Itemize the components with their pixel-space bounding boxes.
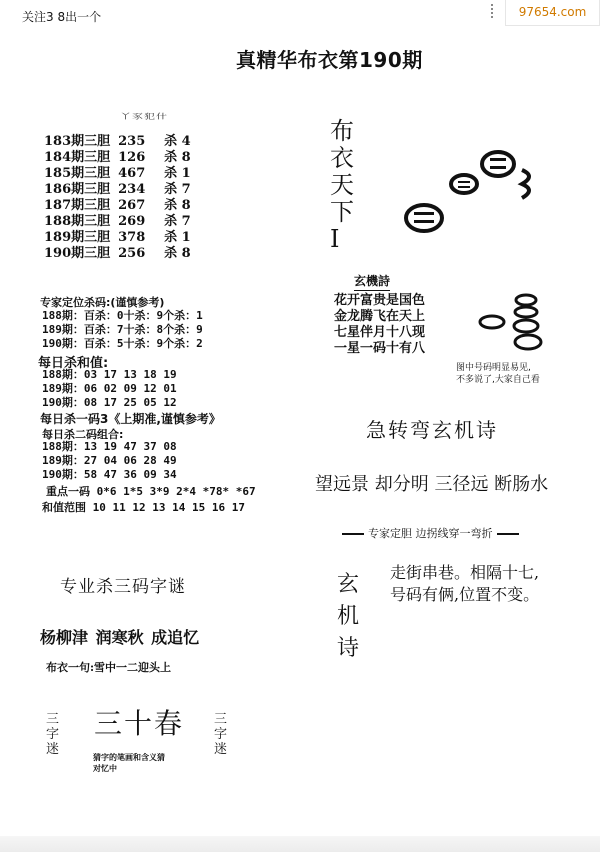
coins-stack-illustration — [476, 292, 556, 356]
coin-icon — [451, 175, 477, 193]
bottom-edge — [0, 836, 600, 852]
two-code-list — [42, 440, 177, 482]
buyi-vertical-title: 布 衣 天 下 I — [330, 117, 354, 253]
kill-list — [44, 134, 191, 262]
list-item: 189期：06 02 09 12 01 — [42, 382, 177, 395]
list-item: 183期三胆 235 杀 4 — [44, 134, 191, 149]
coins-illustration — [398, 140, 548, 250]
list-item: 185期三胆 467 杀 1 — [44, 166, 191, 181]
riddle-hint: 猜字的笔画和含义猜 对忆中 — [93, 753, 165, 773]
ranking-title: 专家定位杀码:(谨慎参考) — [40, 296, 165, 309]
riddle-label-right: 三 字 迷 — [214, 712, 228, 757]
list-item: 189期三胆 378 杀 1 — [44, 230, 191, 245]
list-item: 188期：03 17 13 18 19 — [42, 368, 177, 381]
daily-one-title: 每日杀一码3《上期准,谨慎参考》 — [40, 412, 221, 426]
divider — [491, 4, 493, 18]
coin-icon — [406, 205, 442, 231]
coin-icon — [515, 335, 541, 349]
daily-sum-title: 每日杀和值: — [38, 356, 109, 371]
list-item: 188期：百杀：0十杀：9个杀：1 — [42, 309, 203, 322]
riddle-label-left: 三 字 迷 — [46, 712, 60, 757]
mystic-poem-text: 走街串巷。相隔十七, 号码有俩,位置不变。 — [390, 563, 540, 604]
list-item: 190期：08 17 25 05 12 — [42, 396, 177, 409]
list-item: 184期三胆 126 杀 8 — [44, 150, 191, 165]
list-item: 187期三胆 267 杀 8 — [44, 198, 191, 213]
list-item: 186期三胆 234 杀 7 — [44, 182, 191, 197]
riddle-section-title: 专业杀三码字谜 — [60, 577, 186, 597]
sum-range-row: 和值范围 10 11 12 13 14 15 16 17 — [42, 501, 245, 514]
kill-list-heading: 丫豕犯什 — [120, 112, 168, 121]
site-watermark[interactable]: 97654.com — [505, 0, 600, 26]
riddle-names: 杨柳津 润寒秋 成追忆 — [40, 628, 200, 647]
coin-string-icon — [522, 170, 529, 198]
poem-lines: 花开富贵是国色 金龙腾飞在天上 七星伴月十八现 一星一码十有八 — [334, 293, 426, 356]
list-item: 189期：百杀：7十杀：8个杀：9 — [42, 323, 203, 336]
coin-icon — [480, 316, 504, 328]
key-code-row: 重点一码 0*6 1*5 3*9 2*4 *78* *67 — [46, 485, 256, 498]
list-item: 188期三胆 269 杀 7 — [44, 214, 191, 229]
ranking-list — [42, 309, 203, 351]
list-item: 189期：27 04 06 28 49 — [42, 454, 177, 467]
top-note: 关注3 8出一个 — [22, 10, 102, 24]
list-item: 190期：58 47 36 09 34 — [42, 468, 177, 481]
coin-note: 图中号码明显易见, 不多说了,大家自己看 — [456, 363, 540, 385]
riddle-poem-title: 急转弯玄机诗 — [366, 418, 498, 442]
buyi-line: 布衣一句:雪中一二迎头上 — [46, 661, 172, 674]
expert-line: 专家定胆 边拐线穿一弯折 — [338, 525, 523, 541]
list-item: 190期：百杀：5十杀：9个杀：2 — [42, 337, 203, 350]
daily-sum-list — [42, 368, 177, 410]
poem-title: 玄機詩 — [354, 272, 390, 291]
coin-icon — [482, 152, 514, 176]
riddle-poem-line: 望远景 却分明 三径远 断肠水 — [315, 474, 549, 495]
riddle-word: 三十春 — [94, 707, 185, 740]
two-code-title: 每日杀二码组合: — [42, 428, 124, 441]
page-title: 真精华布衣第190期 — [236, 48, 423, 72]
coin-icon — [514, 320, 538, 332]
mystic-poem-vertical-title: 玄 机 诗 — [337, 572, 360, 661]
list-item: 188期：13 19 47 37 08 — [42, 440, 177, 453]
list-item: 190期三胆 256 杀 8 — [44, 246, 191, 261]
coin-icon — [516, 295, 536, 305]
coin-icon — [515, 307, 537, 317]
